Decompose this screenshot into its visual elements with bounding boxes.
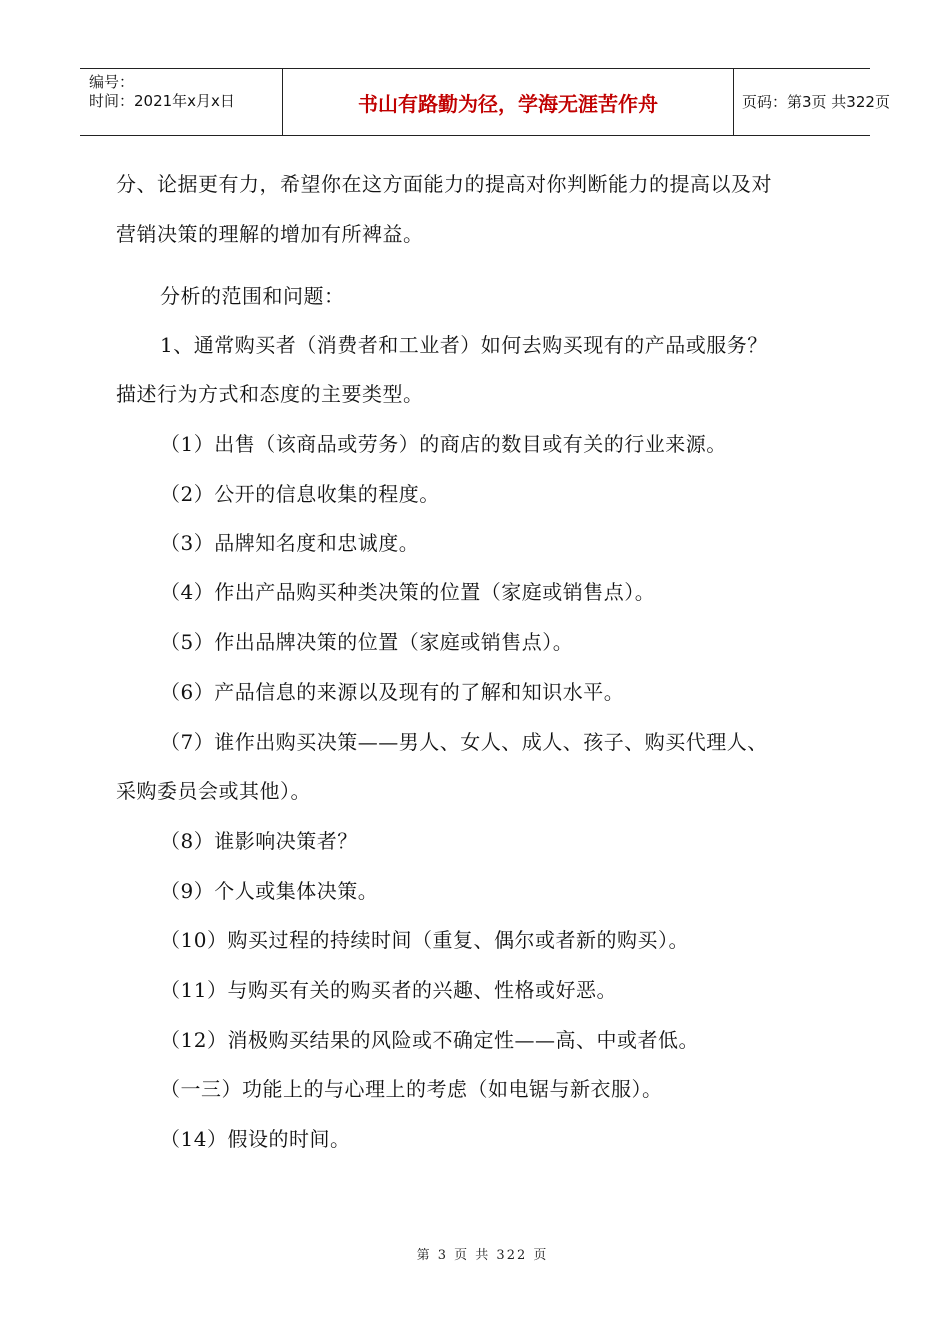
body-line: （2）公开的信息收集的程度。 (160, 482, 440, 506)
body-line: 1、通常购买者（消费者和工业者）如何去购买现有的产品或服务？ (160, 333, 768, 357)
body-line: 采购委员会或其他）。 (116, 779, 311, 803)
body-line: （一三）功能上的与心理上的考虑（如电锯与新衣服）。 (160, 1077, 663, 1101)
body-line: （5）作出品牌决策的位置（家庭或销售点）。 (160, 630, 574, 654)
header-page-cell (734, 69, 890, 135)
body-line: 描述行为方式和态度的主要类型。 (116, 382, 424, 406)
body-line: （6）产品信息的来源以及现有的了解和知识水平。 (160, 680, 625, 704)
body-line: （12）消极购买结果的风险或不确定性——高、中或者低。 (160, 1028, 699, 1052)
body-line: （7）谁作出购买决策——男人、女人、成人、孩子、购买代理人、 (160, 730, 768, 754)
body-line: 分、论据更有力，希望你在这方面能力的提高对你判断能力的提高以及对 (116, 172, 772, 196)
header-meta-cell (80, 69, 282, 135)
body-line: （11）与购买有关的购买者的兴趣、性格或好恶。 (160, 978, 617, 1002)
header-motto-cell (282, 69, 734, 135)
body-line: （3）品牌知名度和忠诚度。 (160, 531, 420, 555)
document-date: 时间：2021年x月x日 (89, 92, 235, 110)
body-line: 分析的范围和问题： (160, 284, 345, 308)
document-number-label: 编号： (89, 73, 135, 91)
body-line: （1）出售（该商品或劳务）的商店的数目或有关的行业来源。 (160, 432, 727, 456)
header-page-info: 页码：第3页 共322页 (742, 93, 890, 111)
page-header (80, 68, 890, 136)
body-line: （4）作出产品购买种类决策的位置（家庭或销售点）。 (160, 580, 656, 604)
body-line: （14）假设的时间。 (160, 1127, 351, 1151)
body-line: 营销决策的理解的增加有所裨益。 (116, 222, 424, 246)
header-motto: 书山有路勤为径，学海无涯苦作舟 (358, 91, 658, 116)
body-line: （9）个人或集体决策。 (160, 879, 379, 903)
body-line: （8）谁影响决策者？ (160, 829, 358, 853)
page-footer: 第 3 页 共 322 页 (416, 1248, 549, 1263)
body-line: （10）购买过程的持续时间（重复、偶尔或者新的购买）。 (160, 928, 689, 952)
